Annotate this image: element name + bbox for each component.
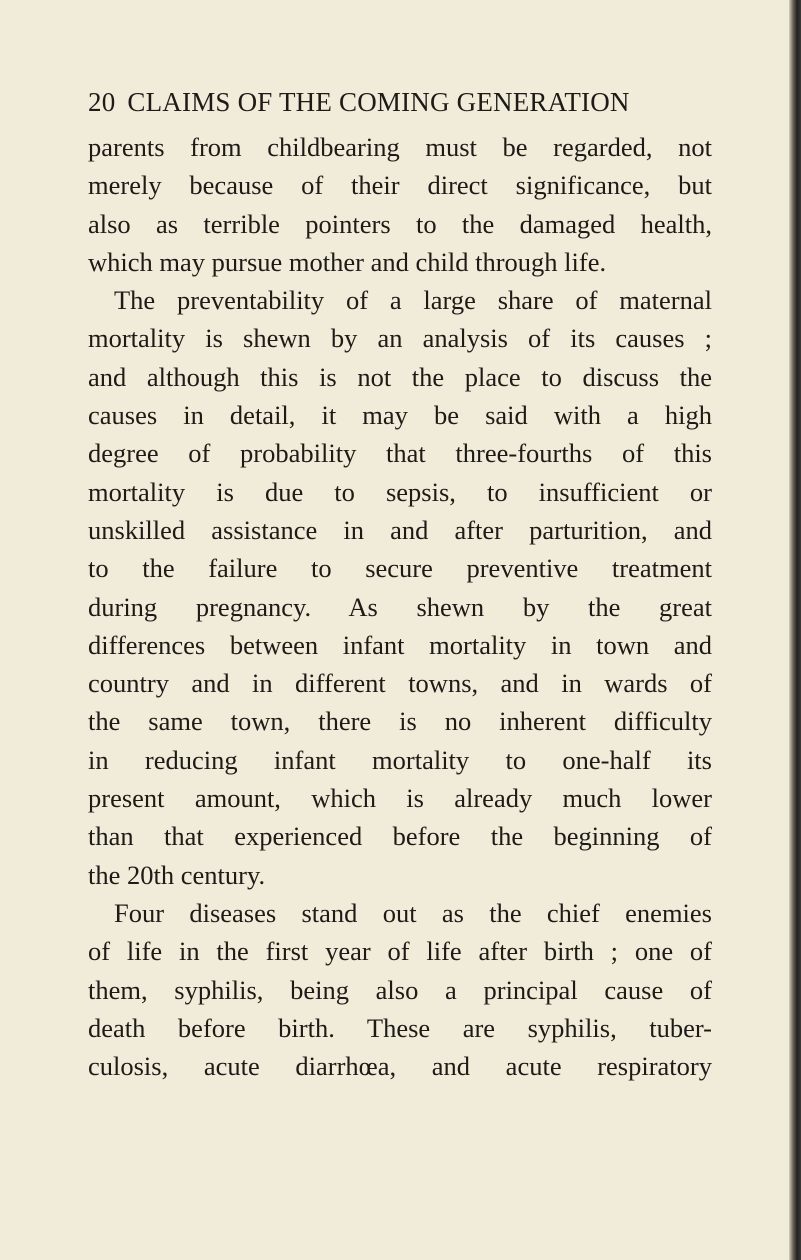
text-line: unskilled assistance in and after parturition, and (88, 514, 712, 545)
running-title: CLAIMS OF THE COMING GENERATION (127, 87, 630, 117)
text-line: The preventability of a large share of maternal (114, 285, 712, 316)
text-line: the same town, there is no inherent difficulty (88, 706, 712, 737)
text-line: parents from childbearing must be regarded, not (88, 132, 712, 162)
page-number: 20 (88, 87, 116, 117)
text-line: to the failure to secure preventive treatment (88, 553, 712, 584)
text-line: country and in different towns, and in wards of (88, 668, 712, 699)
text-line: death before birth. These are syphilis, tuber- (88, 1012, 712, 1043)
text-line: than that experienced before the beginning of (88, 821, 712, 852)
page-edge-shadow (789, 0, 801, 1260)
text-line: culosis, acute diarrhœa, and acute respiratory (88, 1051, 712, 1082)
text-line: causes in detail, it may be said with a high (88, 400, 712, 431)
text-line: merely because of their direct significance, but (88, 170, 712, 201)
text-line: degree of probability that three-fourths of this (88, 438, 712, 469)
text-line: and although this is not the place to discuss the (88, 361, 712, 392)
text-line: mortality is due to sepsis, to insufficient or (88, 476, 712, 507)
text-line: mortality is shewn by an analysis of its causes ; (88, 323, 712, 354)
text-line: which may pursue mother and child through life. (88, 246, 607, 277)
body-text (88, 128, 712, 1085)
text-line: during pregnancy. As shewn by the great (88, 591, 712, 622)
text-line: the 20th century. (88, 859, 266, 890)
text-line: them, syphilis, being also a principal cause of (88, 974, 712, 1005)
text-line: differences between infant mortality in town and (88, 629, 712, 660)
text-line: also as terrible pointers to the damaged health, (88, 208, 712, 239)
running-header (88, 84, 708, 120)
text-line: in reducing infant mortality to one-half its (88, 744, 712, 775)
text-line: present amount, which is already much lower (88, 783, 712, 814)
text-line: of life in the first year of life after birth ; one of (88, 936, 712, 967)
text-line: Four diseases stand out as the chief enemies (114, 897, 712, 928)
